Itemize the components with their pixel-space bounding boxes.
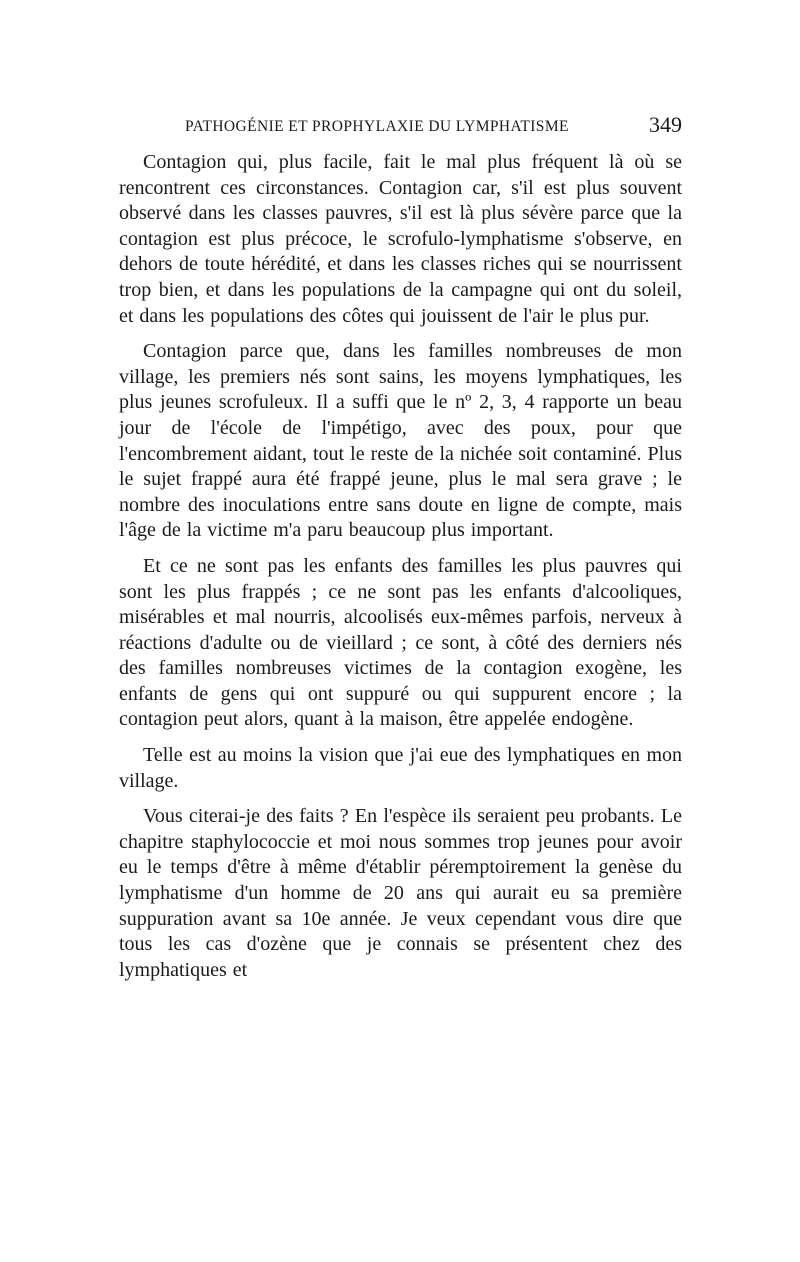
paragraph-4: Telle est au moins la vision que j'ai eue des lymphatiques en mon village. [119,744,682,792]
paragraph-2: Contagion parce que, dans les familles nombreuses de mon village, les premiers nés sont sains, les moyens lymphatiques, les plus jeunes scrofuleux. Il a suffi que le nº 2, 3, 4 rapporte un beau jour de l'école de l'impétigo, avec des poux, pour que l'encombrement aidant, tout le reste de la nichée soit contaminé. Plus le sujet frappé aura été frappé jeune, plus le mal sera grave ; le nombre des inoculations entre sans doute en ligne de compte, mais l'âge de la victime m'a paru beaucoup plus important. [119,340,682,542]
paragraph-5: Vous citerai-je des faits ? En l'espèce ils seraient peu probants. Le chapitre staphylococcie et moi nous sommes trop jeunes pour avoir eu le temps d'être à même d'établir péremptoirement la genèse du lymphatisme d'un homme de 20 ans qui aurait eu sa première suppuration avant sa 10e année. Je veux cependant vous dire que tous les cas d'ozène que je connais se présentent chez des lymphatiques et [119,805,682,981]
book-page [119,112,682,993]
running-title: PATHOGÉNIE ET PROPHYLAXIE DU LYMPHATISME [185,118,569,135]
body-text [119,150,682,983]
running-header [119,112,682,146]
paragraph-1: Contagion qui, plus facile, fait le mal plus fréquent là où se rencontrent ces circonstances. Contagion car, s'il est plus souvent observé dans les classes pauvres, s'il est là plus sévère parce que la contagion est plus précoce, le scrofulo-lymphatisme s'observe, en dehors de toute hérédité, et dans les classes riches qui se nourrissent trop bien, et dans les populations de la campagne qui ont du soleil, et dans les populations des côtes qui jouissent de l'air le plus pur. [119,151,682,327]
paragraph-3: Et ce ne sont pas les enfants des familles les plus pauvres qui sont les plus frappés ; ce ne sont pas les enfants d'alcooliques, misérables et mal nourris, alcoolisés eux-mêmes parfois, nerveux à réactions d'adulte ou de vieillard ; ce sont, à côté des derniers nés des familles nombreuses victimes de la contagion exogène, les enfants de gens qui ont suppuré ou qui suppurent encore ; la contagion peut alors, quant à la maison, être appelée endogène. [119,554,682,731]
page-number: 349 [649,112,682,137]
